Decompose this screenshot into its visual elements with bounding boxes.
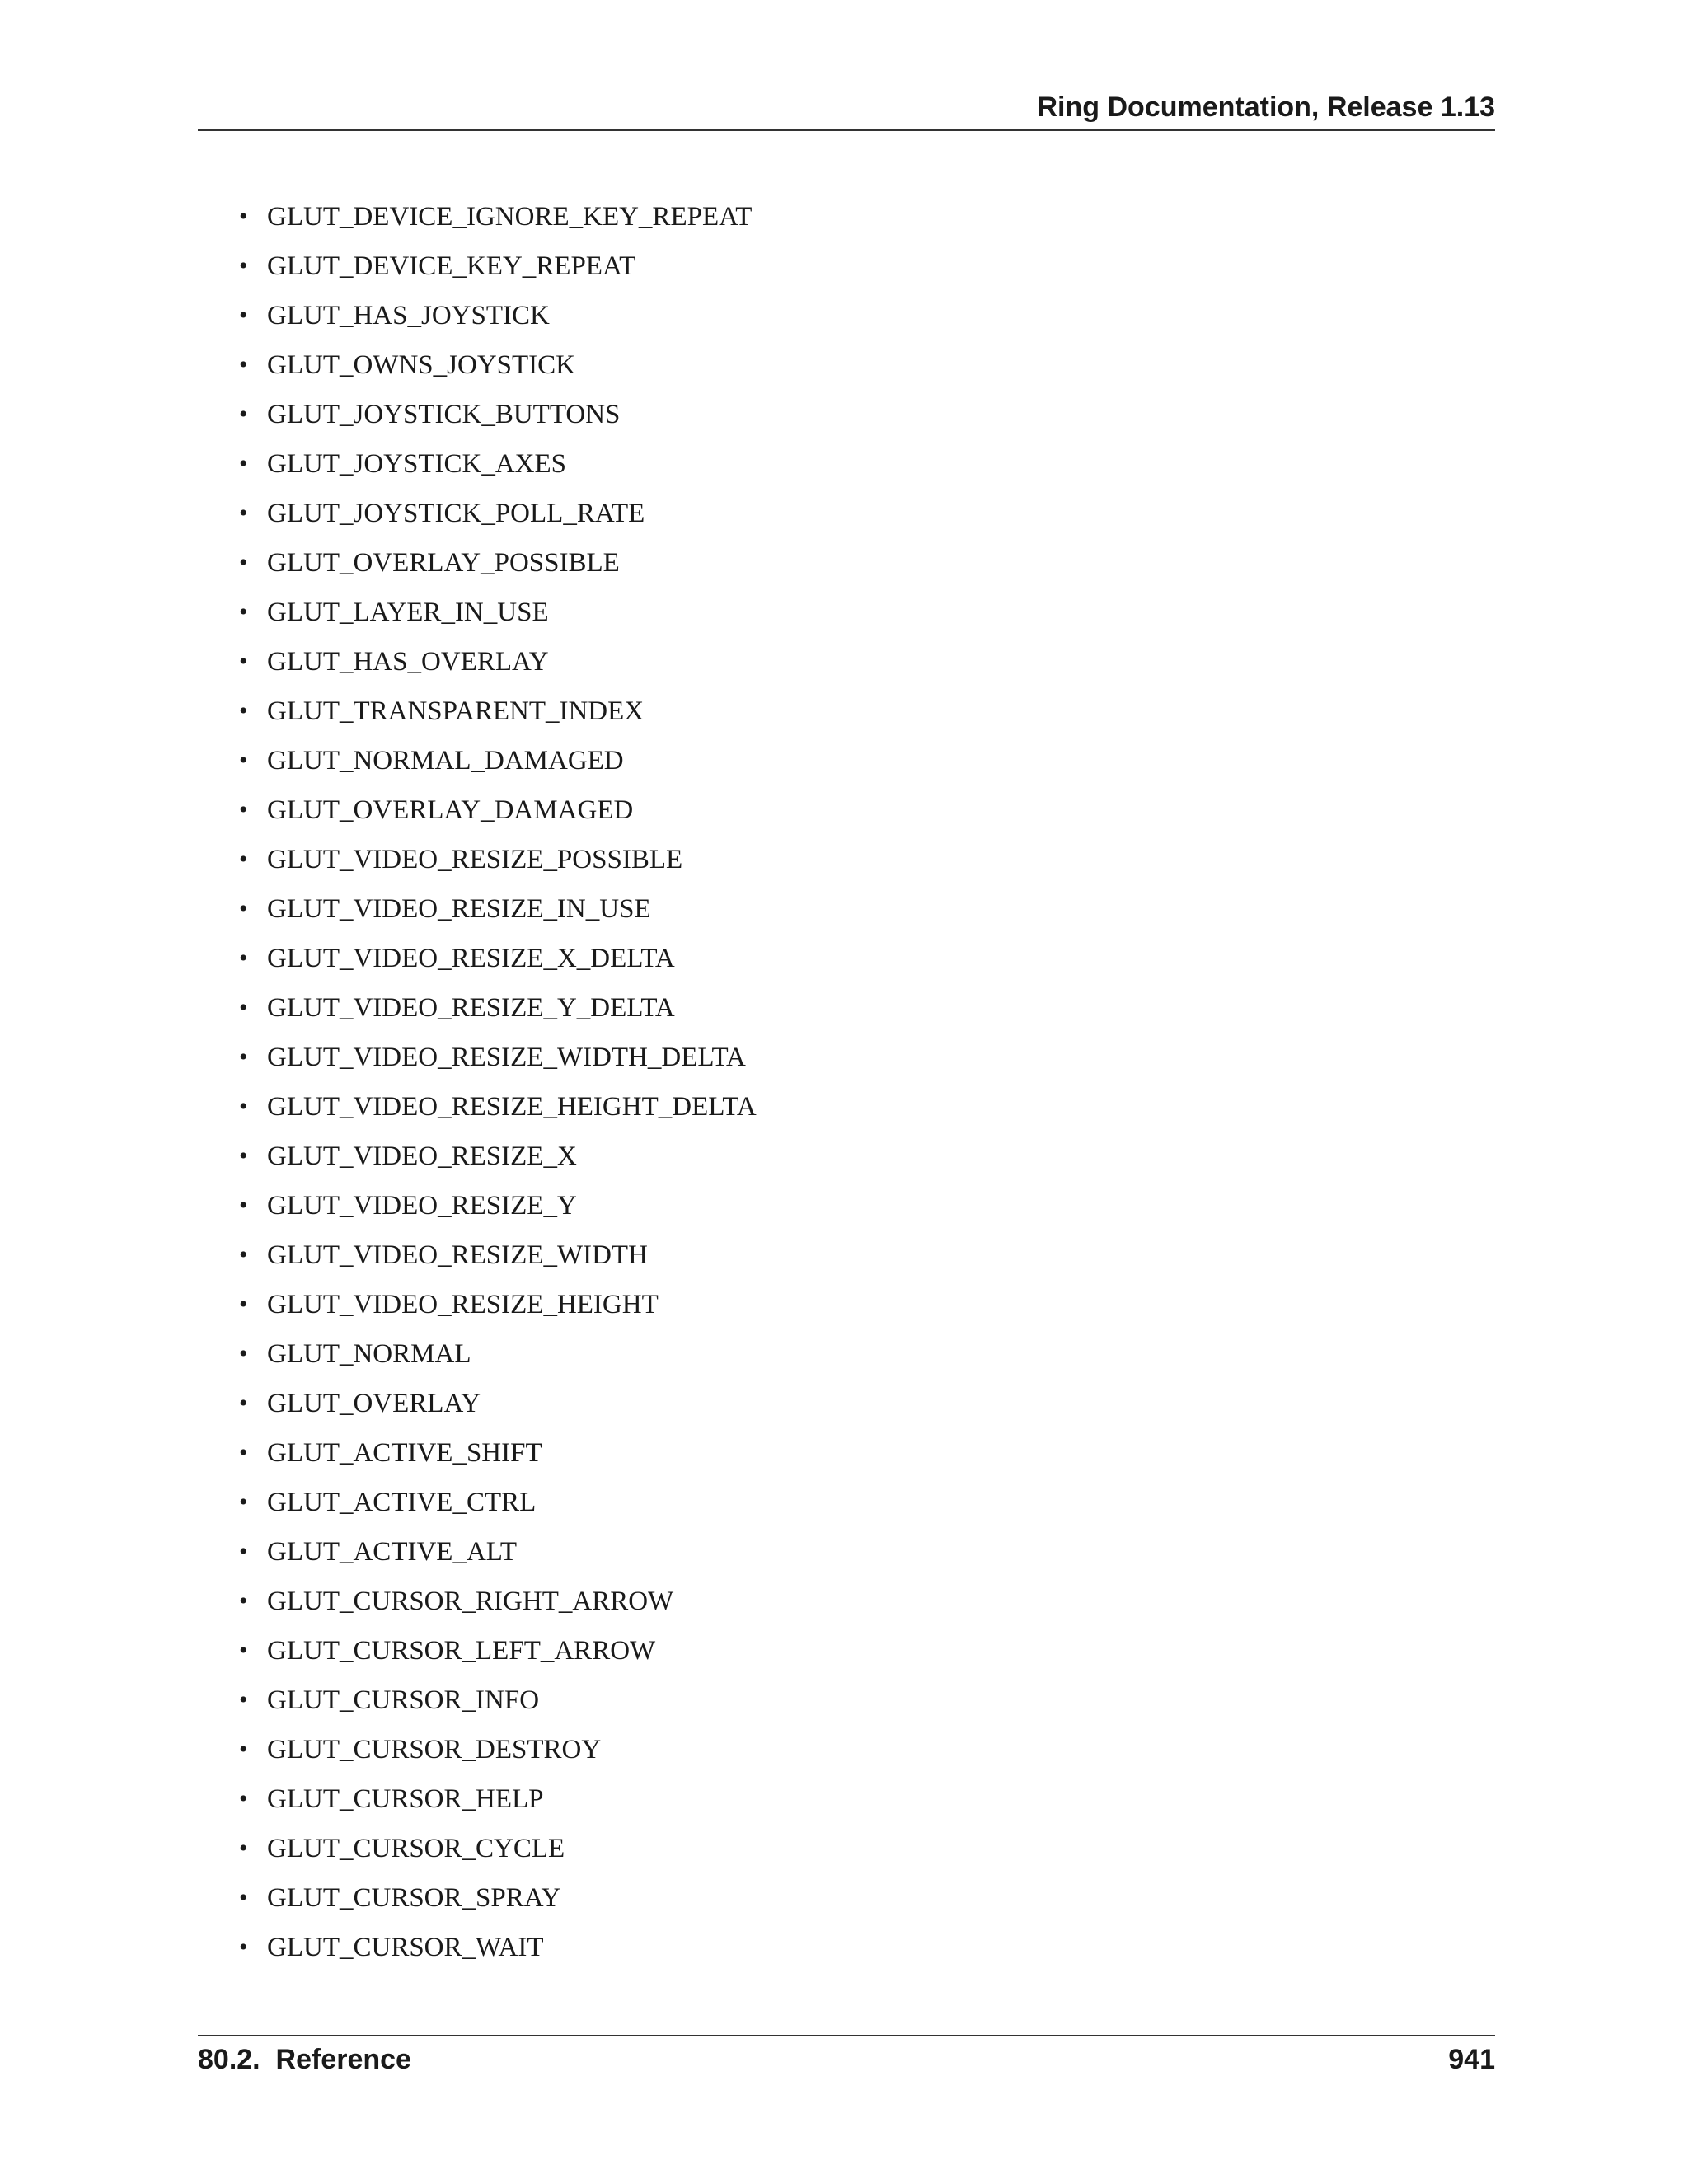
list-item-text: GLUT_ACTIVE_SHIFT [267,1438,542,1468]
list-item [239,1379,757,1428]
header-divider [198,129,1495,131]
list-item-text: GLUT_JOYSTICK_AXES [267,449,566,479]
list-item [239,390,757,439]
bullet-icon: • [239,1093,248,1120]
bullet-icon: • [239,1192,248,1219]
list-item-text: GLUT_HAS_JOYSTICK [267,301,550,330]
list-item [239,1230,757,1280]
list-item [239,538,757,588]
list-item [239,1675,757,1725]
bullet-icon: • [239,1785,248,1812]
bullet-icon: • [239,796,248,823]
bullet-icon: • [239,1538,248,1565]
list-item [239,884,757,934]
list-item-text: GLUT_ACTIVE_CTRL [267,1488,537,1517]
list-item-text: GLUT_CURSOR_CYCLE [267,1834,565,1863]
list-item [239,1132,757,1181]
list-item [239,340,757,390]
list-item-text: GLUT_CURSOR_DESTROY [267,1735,602,1765]
list-item-text: GLUT_CURSOR_SPRAY [267,1883,561,1913]
bullet-icon: • [239,1637,248,1664]
bullet-icon: • [239,252,248,279]
bullet-icon: • [239,499,248,527]
list-item [239,1428,757,1478]
list-item [239,934,757,983]
list-item-text: GLUT_HAS_OVERLAY [267,647,549,677]
bullet-icon: • [239,944,248,972]
list-item-text: GLUT_ACTIVE_ALT [267,1537,518,1567]
bullet-icon: • [239,598,248,626]
bullet-icon: • [239,1291,248,1318]
list-item-text: GLUT_OVERLAY_POSSIBLE [267,548,620,578]
list-item [239,1774,757,1824]
list-item [239,1577,757,1626]
list-item [239,1280,757,1329]
bullet-icon: • [239,1884,248,1911]
bullet-icon: • [239,1241,248,1268]
footer-page-number: 941 [1448,2044,1495,2075]
list-item-text: GLUT_DEVICE_KEY_REPEAT [267,251,636,281]
list-item-text: GLUT_NORMAL_DAMAGED [267,746,624,776]
bullet-icon: • [239,1835,248,1862]
list-item-text: GLUT_VIDEO_RESIZE_IN_USE [267,894,651,924]
list-item-text: GLUT_CURSOR_RIGHT_ARROW [267,1586,674,1616]
list-item [239,1626,757,1675]
list-item [239,1923,757,1972]
bullet-icon: • [239,1439,248,1466]
list-item [239,1082,757,1132]
list-item [239,192,757,241]
bullet-icon: • [239,1933,248,1961]
list-item [239,983,757,1033]
bullet-icon: • [239,747,248,774]
bullet-icon: • [239,697,248,724]
bullet-icon: • [239,994,248,1021]
list-item-text: GLUT_CURSOR_HELP [267,1784,544,1814]
list-item [239,1329,757,1379]
list-item-text: GLUT_CURSOR_LEFT_ARROW [267,1636,656,1666]
list-item [239,489,757,538]
list-item [239,588,757,637]
list-item [239,241,757,291]
list-item-text: GLUT_VIDEO_RESIZE_HEIGHT [267,1290,659,1319]
bullet-icon: • [239,1142,248,1169]
list-item-text: GLUT_VIDEO_RESIZE_WIDTH_DELTA [267,1043,746,1072]
list-item-text: GLUT_NORMAL [267,1339,471,1369]
bullet-icon: • [239,203,248,230]
bullet-icon: • [239,648,248,675]
list-item [239,1824,757,1873]
bullet-icon: • [239,1587,248,1615]
bullet-icon: • [239,351,248,378]
list-item-text: GLUT_VIDEO_RESIZE_POSSIBLE [267,845,683,874]
list-item [239,736,757,785]
list-item-text: GLUT_VIDEO_RESIZE_HEIGHT_DELTA [267,1092,757,1122]
list-item [239,291,757,340]
bullet-icon: • [239,1686,248,1713]
list-item-text: GLUT_VIDEO_RESIZE_X_DELTA [267,944,675,973]
footer-section-title: 80.2. Reference [198,2044,411,2075]
list-item-text: GLUT_VIDEO_RESIZE_Y_DELTA [267,993,675,1023]
bullet-icon: • [239,846,248,873]
list-item-text: GLUT_CURSOR_WAIT [267,1933,544,1962]
list-item [239,1725,757,1774]
list-item [239,1527,757,1577]
list-item-text: GLUT_VIDEO_RESIZE_WIDTH [267,1240,648,1270]
bullet-icon: • [239,450,248,477]
bullet-icon: • [239,895,248,922]
bullet-icon: • [239,401,248,428]
list-item [239,1181,757,1230]
bullet-icon: • [239,1043,248,1071]
list-item [239,785,757,835]
constant-list [239,192,757,1972]
list-item-text: GLUT_DEVICE_IGNORE_KEY_REPEAT [267,202,753,232]
list-item-text: GLUT_OWNS_JOYSTICK [267,350,575,380]
list-item [239,687,757,736]
bullet-icon: • [239,549,248,576]
list-item [239,1033,757,1082]
page-header-title: Ring Documentation, Release 1.13 [1037,91,1495,123]
list-item-text: GLUT_TRANSPARENT_INDEX [267,696,645,726]
bullet-icon: • [239,302,248,329]
bullet-icon: • [239,1736,248,1763]
list-item-text: GLUT_VIDEO_RESIZE_Y [267,1191,577,1221]
list-item [239,835,757,884]
bullet-icon: • [239,1340,248,1367]
bullet-icon: • [239,1390,248,1417]
list-item-text: GLUT_JOYSTICK_POLL_RATE [267,499,645,528]
list-item-text: GLUT_OVERLAY_DAMAGED [267,795,634,825]
footer-divider [198,2035,1495,2036]
list-item [239,439,757,489]
list-item [239,1873,757,1923]
bullet-icon: • [239,1488,248,1516]
list-item-text: GLUT_VIDEO_RESIZE_X [267,1141,577,1171]
list-item [239,637,757,687]
list-item [239,1478,757,1527]
list-item-text: GLUT_OVERLAY [267,1389,481,1418]
list-item-text: GLUT_LAYER_IN_USE [267,598,549,627]
list-item-text: GLUT_JOYSTICK_BUTTONS [267,400,621,429]
list-item-text: GLUT_CURSOR_INFO [267,1685,540,1715]
